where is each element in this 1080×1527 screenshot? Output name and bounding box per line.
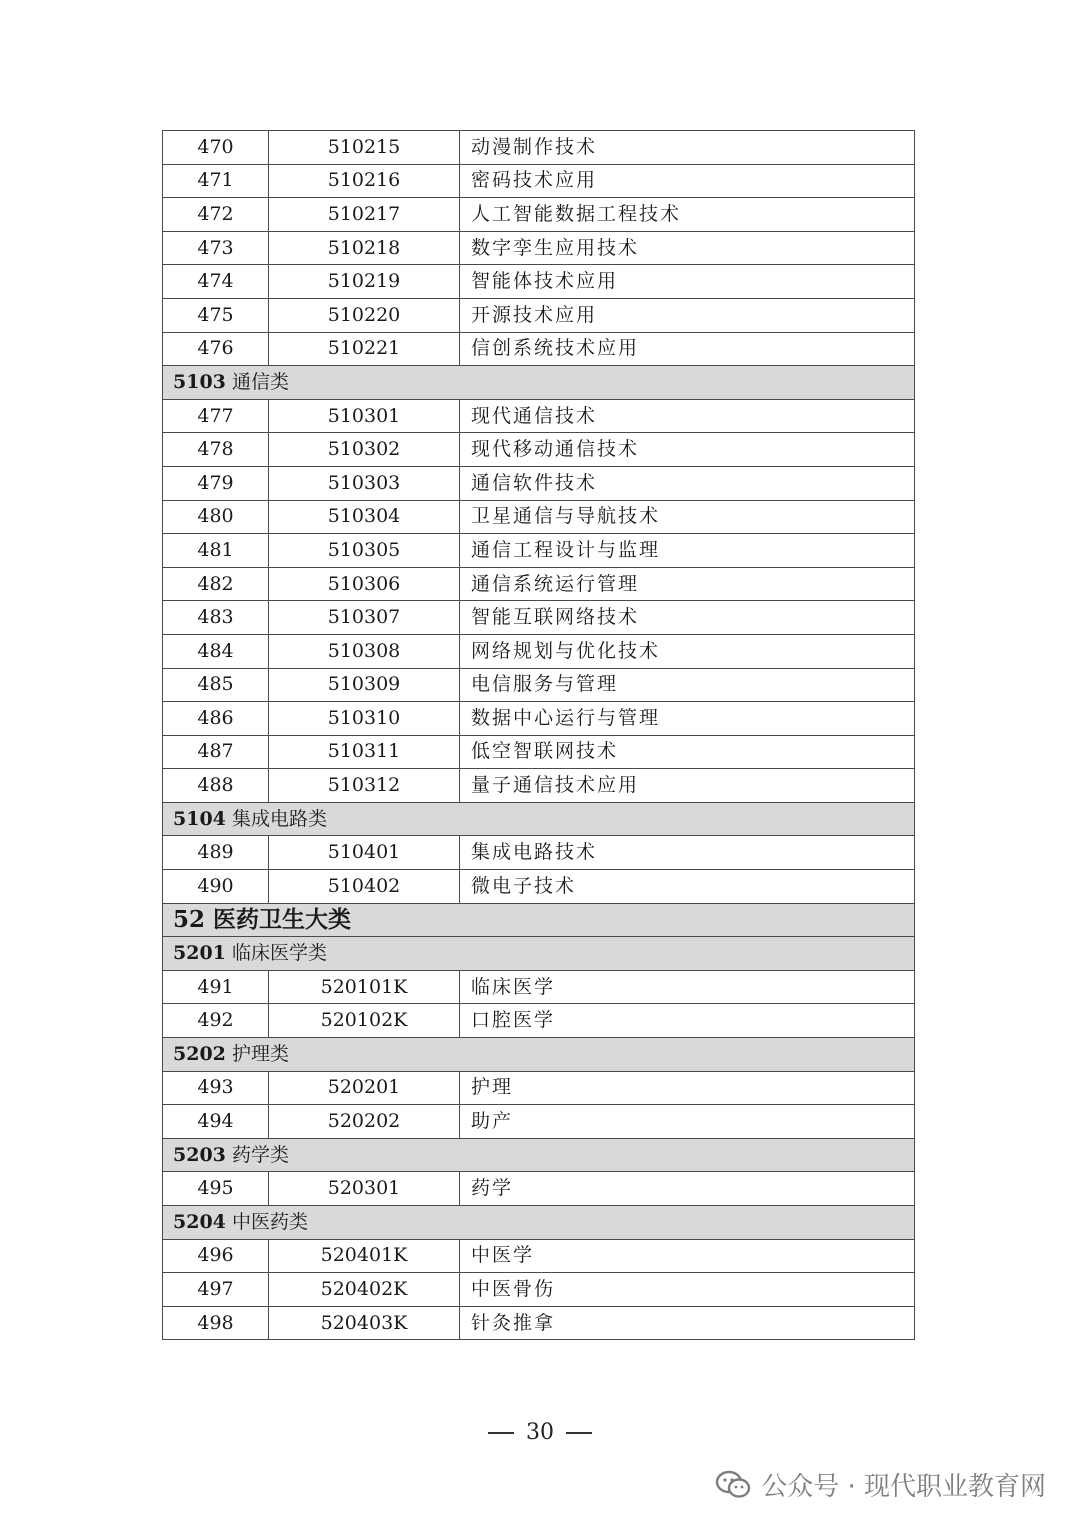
seq-cell: 479 xyxy=(163,466,269,500)
code-cell: 510302 xyxy=(269,433,460,467)
category-name: 护理类 xyxy=(231,1042,289,1065)
code-cell: 510402 xyxy=(269,870,460,904)
seq-cell: 490 xyxy=(163,870,269,904)
name-cell: 人工智能数据工程技术 xyxy=(460,198,915,232)
category-code: 5201 xyxy=(173,942,226,965)
code-cell: 510217 xyxy=(269,198,460,232)
code-cell: 510215 xyxy=(269,131,460,165)
name-cell: 口腔医学 xyxy=(460,1004,915,1038)
table-row xyxy=(163,131,915,165)
code-cell: 510307 xyxy=(269,601,460,635)
category-cell xyxy=(163,366,915,400)
seq-cell: 471 xyxy=(163,164,269,198)
category-cell xyxy=(163,1038,915,1072)
name-cell: 通信工程设计与监理 xyxy=(460,534,915,568)
name-cell: 低空智联网技术 xyxy=(460,735,915,769)
table-row xyxy=(163,231,915,265)
seq-cell: 483 xyxy=(163,601,269,635)
name-cell: 现代通信技术 xyxy=(460,399,915,433)
name-cell: 卫星通信与导航技术 xyxy=(460,500,915,534)
category-code: 5104 xyxy=(173,807,226,830)
seq-cell: 474 xyxy=(163,265,269,299)
name-cell: 电信服务与管理 xyxy=(460,668,915,702)
category-cell xyxy=(163,1138,915,1172)
seq-cell: 482 xyxy=(163,567,269,601)
table-row xyxy=(163,668,915,702)
page-number-value: 30 xyxy=(526,1420,554,1445)
name-cell: 临床医学 xyxy=(460,970,915,1004)
category-code: 5202 xyxy=(173,1042,226,1065)
code-cell: 510304 xyxy=(269,500,460,534)
table-row xyxy=(163,769,915,803)
code-cell: 510401 xyxy=(269,836,460,870)
major-category-row xyxy=(163,903,915,937)
code-cell: 510305 xyxy=(269,534,460,568)
category-cell xyxy=(163,903,915,937)
code-cell: 520301 xyxy=(269,1172,460,1206)
seq-cell: 492 xyxy=(163,1004,269,1038)
seq-cell: 488 xyxy=(163,769,269,803)
category-name: 医药卫生大类 xyxy=(213,906,352,934)
table-row xyxy=(163,198,915,232)
table-row xyxy=(163,298,915,332)
table-row xyxy=(163,332,915,366)
name-cell: 网络规划与优化技术 xyxy=(460,634,915,668)
code-cell: 520201 xyxy=(269,1071,460,1105)
category-row xyxy=(163,802,915,836)
seq-cell: 487 xyxy=(163,735,269,769)
category-row xyxy=(163,1038,915,1072)
category-row xyxy=(163,1138,915,1172)
code-cell: 510219 xyxy=(269,265,460,299)
code-cell: 510301 xyxy=(269,399,460,433)
name-cell: 量子通信技术应用 xyxy=(460,769,915,803)
category-name: 药学类 xyxy=(231,1143,289,1166)
table-body xyxy=(163,131,915,1340)
code-cell: 510221 xyxy=(269,332,460,366)
name-cell: 智能互联网络技术 xyxy=(460,601,915,635)
name-cell: 现代移动通信技术 xyxy=(460,433,915,467)
table-row xyxy=(163,534,915,568)
name-cell: 数字孪生应用技术 xyxy=(460,231,915,265)
watermark-text: 公众号 · 现代职业教育网 xyxy=(761,1472,1046,1502)
table-row xyxy=(163,836,915,870)
name-cell: 信创系统技术应用 xyxy=(460,332,915,366)
code-cell: 510220 xyxy=(269,298,460,332)
seq-cell: 498 xyxy=(163,1306,269,1340)
table-row xyxy=(163,265,915,299)
category-row xyxy=(163,937,915,971)
category-cell xyxy=(163,802,915,836)
code-cell: 510312 xyxy=(269,769,460,803)
seq-cell: 485 xyxy=(163,668,269,702)
code-cell: 510309 xyxy=(269,668,460,702)
name-cell: 护理 xyxy=(460,1071,915,1105)
table-row xyxy=(163,1172,915,1206)
table-row xyxy=(163,399,915,433)
code-cell: 510303 xyxy=(269,466,460,500)
table-row xyxy=(163,702,915,736)
name-cell: 助产 xyxy=(460,1105,915,1139)
table-row xyxy=(163,1306,915,1340)
category-cell xyxy=(163,937,915,971)
name-cell: 中医骨伤 xyxy=(460,1273,915,1307)
code-cell: 510311 xyxy=(269,735,460,769)
table-row xyxy=(163,634,915,668)
category-name: 通信类 xyxy=(231,370,289,393)
category-row xyxy=(163,366,915,400)
name-cell: 通信软件技术 xyxy=(460,466,915,500)
code-cell: 510216 xyxy=(269,164,460,198)
code-cell: 510308 xyxy=(269,634,460,668)
seq-cell: 472 xyxy=(163,198,269,232)
category-name: 集成电路类 xyxy=(231,807,327,830)
table-row xyxy=(163,164,915,198)
seq-cell: 480 xyxy=(163,500,269,534)
category-code: 5103 xyxy=(173,370,226,393)
watermark xyxy=(715,1466,1046,1503)
seq-cell: 476 xyxy=(163,332,269,366)
seq-cell: 496 xyxy=(163,1239,269,1273)
seq-cell: 470 xyxy=(163,131,269,165)
name-cell: 智能体技术应用 xyxy=(460,265,915,299)
code-cell: 520401K xyxy=(269,1239,460,1273)
code-cell: 510218 xyxy=(269,231,460,265)
table-row xyxy=(163,970,915,1004)
table-row xyxy=(163,500,915,534)
seq-cell: 491 xyxy=(163,970,269,1004)
table-row xyxy=(163,870,915,904)
major-catalog-table xyxy=(162,130,915,1340)
code-cell: 520102K xyxy=(269,1004,460,1038)
page-number-left-dash xyxy=(488,1432,514,1434)
table-row xyxy=(163,735,915,769)
name-cell: 药学 xyxy=(460,1172,915,1206)
table-row xyxy=(163,567,915,601)
category-row xyxy=(163,1206,915,1240)
code-cell: 520101K xyxy=(269,970,460,1004)
seq-cell: 486 xyxy=(163,702,269,736)
table-row xyxy=(163,1239,915,1273)
page-number-right-dash xyxy=(566,1432,592,1434)
table-row xyxy=(163,601,915,635)
seq-cell: 489 xyxy=(163,836,269,870)
table-row xyxy=(163,1004,915,1038)
name-cell: 集成电路技术 xyxy=(460,836,915,870)
seq-cell: 494 xyxy=(163,1105,269,1139)
name-cell: 中医学 xyxy=(460,1239,915,1273)
seq-cell: 493 xyxy=(163,1071,269,1105)
seq-cell: 473 xyxy=(163,231,269,265)
name-cell: 密码技术应用 xyxy=(460,164,915,198)
table-row xyxy=(163,466,915,500)
name-cell: 微电子技术 xyxy=(460,870,915,904)
table-row xyxy=(163,1105,915,1139)
table-row xyxy=(163,1071,915,1105)
name-cell: 动漫制作技术 xyxy=(460,131,915,165)
category-name: 中医药类 xyxy=(231,1210,308,1233)
category-cell xyxy=(163,1206,915,1240)
code-cell: 520403K xyxy=(269,1306,460,1340)
code-cell: 510306 xyxy=(269,567,460,601)
name-cell: 数据中心运行与管理 xyxy=(460,702,915,736)
seq-cell: 477 xyxy=(163,399,269,433)
seq-cell: 478 xyxy=(163,433,269,467)
table-row xyxy=(163,1273,915,1307)
category-code: 5203 xyxy=(173,1143,226,1166)
name-cell: 通信系统运行管理 xyxy=(460,567,915,601)
seq-cell: 475 xyxy=(163,298,269,332)
name-cell: 针灸推拿 xyxy=(460,1306,915,1340)
code-cell: 520402K xyxy=(269,1273,460,1307)
seq-cell: 497 xyxy=(163,1273,269,1307)
category-name: 临床医学类 xyxy=(231,942,327,965)
category-code: 5204 xyxy=(173,1210,226,1233)
seq-cell: 481 xyxy=(163,534,269,568)
table-row xyxy=(163,433,915,467)
category-code: 52 xyxy=(173,906,206,934)
page-number xyxy=(0,1420,1080,1445)
name-cell: 开源技术应用 xyxy=(460,298,915,332)
seq-cell: 495 xyxy=(163,1172,269,1206)
code-cell: 510310 xyxy=(269,702,460,736)
wechat-icon xyxy=(715,1470,751,1500)
seq-cell: 484 xyxy=(163,634,269,668)
code-cell: 520202 xyxy=(269,1105,460,1139)
